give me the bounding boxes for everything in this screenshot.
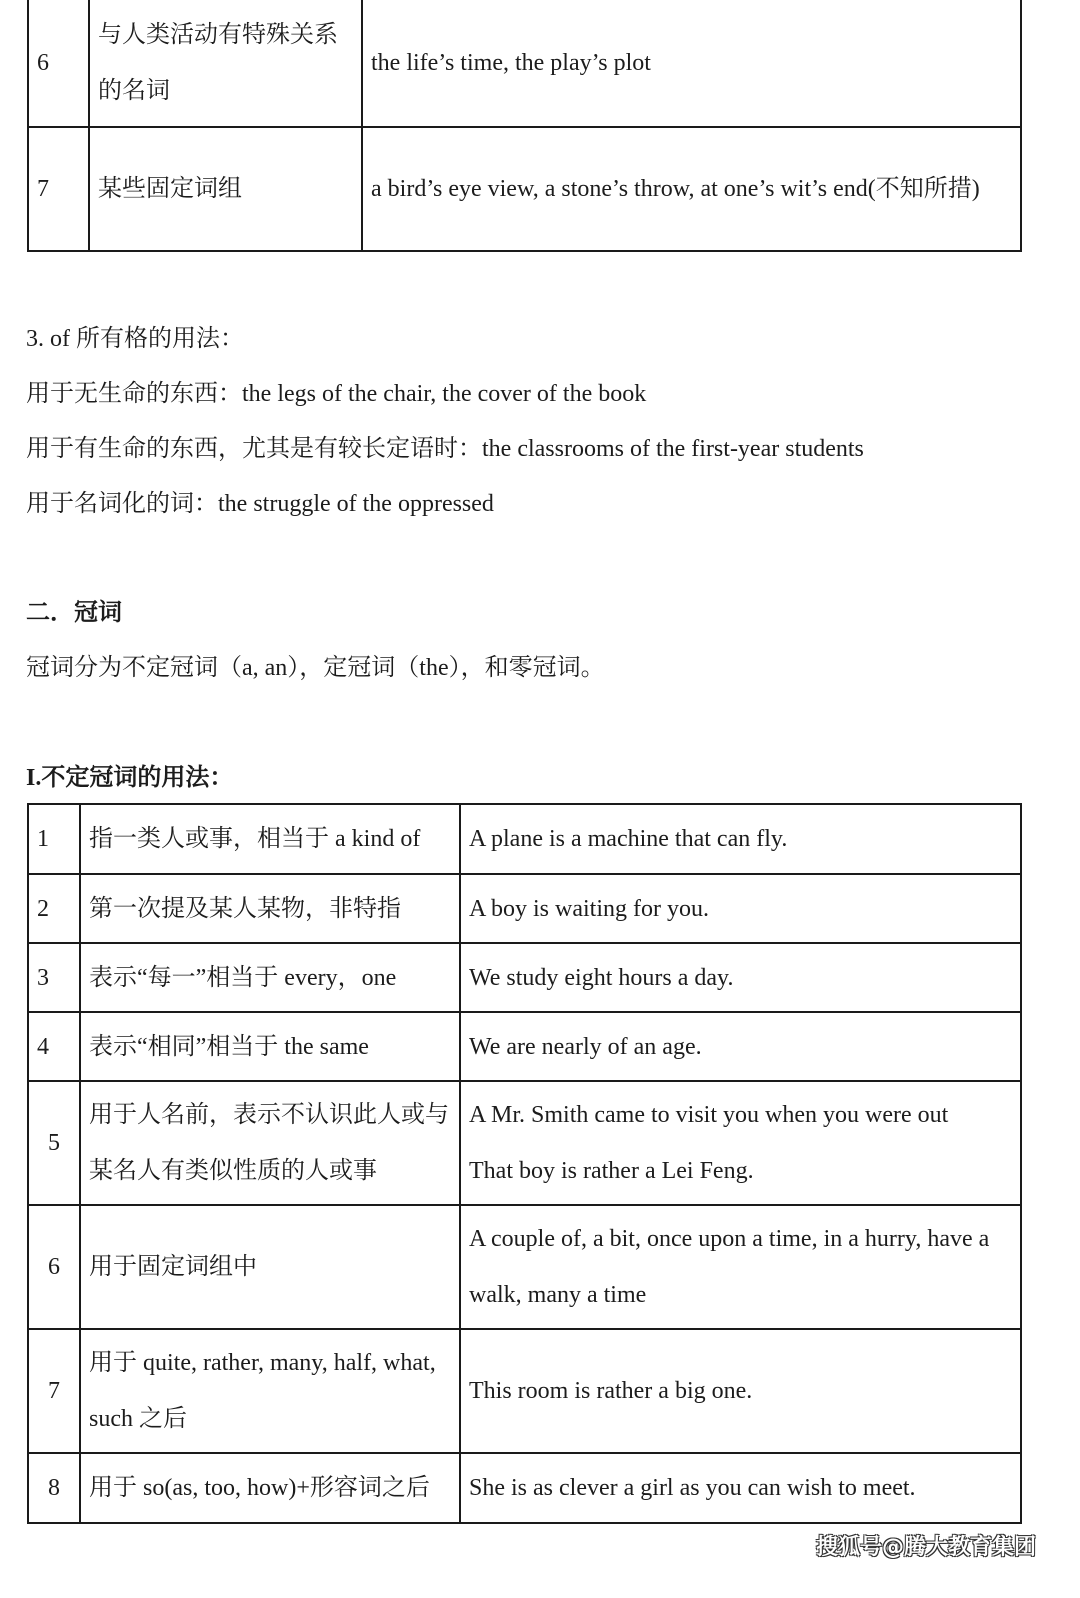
- category-cell: 与人类活动有特殊关系的名词: [89, 0, 362, 127]
- usage-cell: 用于固定词组中: [80, 1205, 460, 1329]
- row-number: 6: [28, 1205, 80, 1329]
- table-row: [28, 1205, 1021, 1329]
- indefinite-article-table: [27, 803, 1022, 1524]
- table-row: [28, 127, 1021, 251]
- example-line: A Mr. Smith came to visit you when you were out: [469, 1102, 949, 1128]
- table-row: [28, 874, 1021, 943]
- usage-cell: 指一类人或事，相当于 a kind of: [80, 804, 460, 874]
- row-number: 5: [28, 1081, 80, 1205]
- row-number: 6: [28, 0, 89, 127]
- row-number: 2: [28, 874, 80, 943]
- usage-line: 用于有生命的东西，尤其是有较长定语时：the classrooms of the first-year students: [26, 436, 864, 462]
- example-cell: This room is rather a big one.: [460, 1329, 1021, 1453]
- row-number: 7: [28, 1329, 80, 1453]
- examples-cell: the life’s time, the play’s plot: [362, 0, 1021, 127]
- example-cell: A plane is a machine that can fly.: [460, 804, 1021, 874]
- examples-cell: a bird’s eye view, a stone’s throw, at one’s wit’s end(不知所措): [362, 127, 1021, 251]
- usage-line: 用于无生命的东西：the legs of the chair, the cover of the book: [26, 381, 647, 407]
- usage-cell: 用于 so(as, too, how)+形容词之后: [80, 1453, 460, 1523]
- watermark: 搜狐号@腾大教育集团: [815, 1535, 1036, 1560]
- usage-line: 用于名词化的词：the struggle of the oppressed: [26, 491, 494, 517]
- table-row: [28, 1329, 1021, 1453]
- usage-cell: 表示“每一”相当于 every，one: [80, 943, 460, 1012]
- example-cell: We study eight hours a day.: [460, 943, 1021, 1012]
- table-row: [28, 1453, 1021, 1523]
- section-heading: 二．冠词: [26, 600, 122, 626]
- example-line: That boy is rather a Lei Feng.: [469, 1158, 754, 1184]
- intro-text: 冠词分为不定冠词（a, an），定冠词（the），和零冠词。: [26, 655, 605, 681]
- row-number: 4: [28, 1012, 80, 1081]
- category-cell: 某些固定词组: [89, 127, 362, 251]
- table-row: [28, 0, 1021, 127]
- usage-cell: 用于人名前，表示不认识此人或与某名人有类似性质的人或事: [80, 1081, 460, 1205]
- row-number: 7: [28, 127, 89, 251]
- row-number: 8: [28, 1453, 80, 1523]
- subsection-heading: I.不定冠词的用法：: [26, 765, 234, 791]
- table-row: [28, 804, 1021, 874]
- example-cell: A boy is waiting for you.: [460, 874, 1021, 943]
- example-cell: We are nearly of an age.: [460, 1012, 1021, 1081]
- example-cell: [460, 1081, 1021, 1205]
- table-row: [28, 1081, 1021, 1205]
- usage-cell: 表示“相同”相当于 the same: [80, 1012, 460, 1081]
- row-number: 3: [28, 943, 80, 1012]
- example-cell: A couple of, a bit, once upon a time, in a hurry, have a walk, many a time: [460, 1205, 1021, 1329]
- section-heading: 3. of 所有格的用法：: [26, 326, 244, 352]
- noun-possessive-table: [27, 0, 1022, 252]
- table-row: [28, 1012, 1021, 1081]
- usage-cell: 第一次提及某人某物，非特指: [80, 874, 460, 943]
- row-number: 1: [28, 804, 80, 874]
- usage-cell: 用于 quite, rather, many, half, what, such 之后: [80, 1329, 460, 1453]
- example-cell: She is as clever a girl as you can wish to meet.: [460, 1453, 1021, 1523]
- table-row: [28, 943, 1021, 1012]
